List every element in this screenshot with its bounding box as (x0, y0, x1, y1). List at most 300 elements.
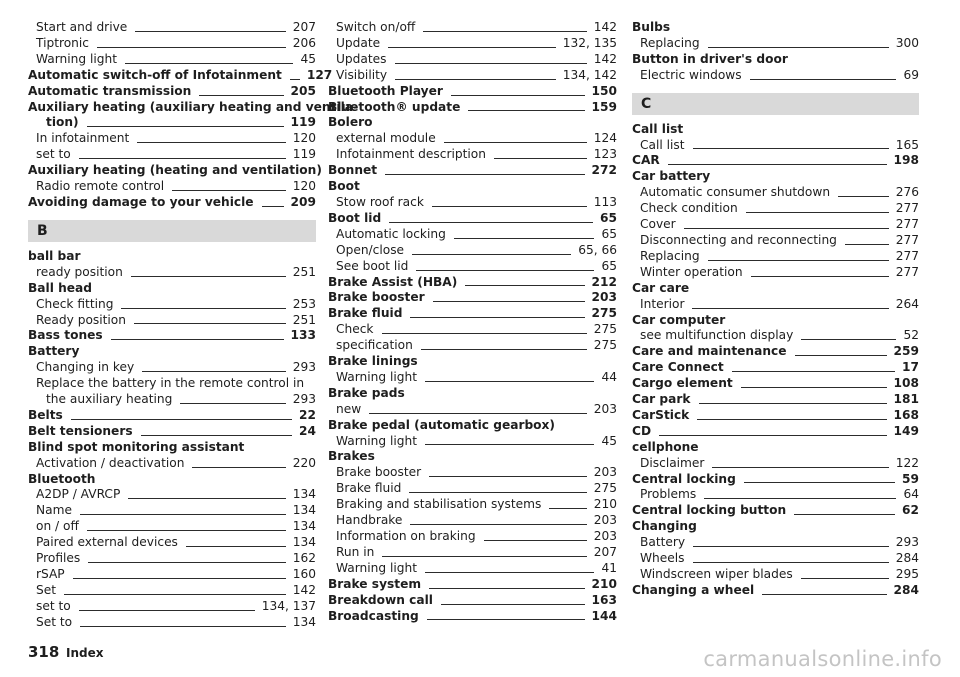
page-reference[interactable]: 203 (593, 513, 617, 528)
page-reference[interactable]: 122 (895, 455, 919, 470)
page-reference[interactable]: 220 (292, 455, 316, 470)
index-term: Winter operation (640, 264, 743, 279)
index-term: Bluetooth® update (328, 99, 461, 114)
index-entry[interactable] (328, 545, 617, 561)
page-reference[interactable]: 295 (895, 567, 919, 581)
index-heading: Bulbs (632, 20, 671, 34)
index-subheading: Replace the battery in the remote control in (36, 376, 305, 391)
index-entry[interactable] (328, 609, 617, 625)
index-term: Paired external devices (36, 535, 178, 550)
index-entry[interactable] (28, 131, 316, 147)
index-entry[interactable] (632, 583, 919, 599)
index-term: Changing in key (36, 360, 135, 375)
index-entry[interactable] (632, 36, 919, 52)
page-reference[interactable]: 210 (593, 497, 617, 512)
leader-line (454, 238, 595, 239)
page-reference[interactable]: 160 (292, 567, 316, 581)
index-entry[interactable] (28, 115, 316, 131)
index-entry[interactable] (28, 599, 316, 615)
leader-line (97, 47, 286, 48)
index-entry[interactable] (328, 275, 617, 291)
index-heading: Button in driver's door (632, 51, 788, 66)
index-entry[interactable] (632, 472, 919, 488)
leader-line (134, 323, 286, 324)
index-term: Interior (640, 296, 685, 311)
index-entry[interactable] (28, 503, 316, 519)
index-entry[interactable] (328, 131, 617, 147)
index-term: Cover (640, 217, 676, 232)
index-entry[interactable] (28, 328, 316, 344)
index-term: Information on braking (336, 529, 476, 543)
leader-line (732, 371, 895, 372)
index-term: ready position (36, 264, 123, 279)
index-entry[interactable] (632, 233, 919, 249)
leader-line (751, 276, 889, 277)
page-reference[interactable]: 134 (292, 487, 316, 502)
index-entry[interactable] (28, 265, 316, 281)
page-reference[interactable]: 181 (893, 392, 919, 407)
index-term: Electric windows (640, 67, 742, 82)
index-heading: Auxiliary heating (heating and ventilation) (28, 163, 322, 178)
page-reference[interactable]: 142 (593, 20, 617, 34)
index-entry[interactable] (328, 338, 617, 354)
index-entry[interactable] (328, 68, 617, 84)
index-heading: Blind spot monitoring assistant (28, 439, 245, 454)
index-entry[interactable] (28, 147, 316, 163)
index-heading: Bolero (328, 115, 373, 130)
index-entry[interactable] (28, 360, 316, 376)
leader-line (131, 276, 286, 277)
index-entry[interactable] (632, 360, 919, 376)
leader-line (421, 349, 587, 350)
page-reference[interactable]: 22 (299, 407, 316, 422)
page-reference[interactable]: 41 (601, 560, 617, 575)
page-reference[interactable]: 272 (591, 163, 617, 178)
index-term: Boot lid (328, 210, 382, 225)
page-reference[interactable]: 64 (903, 487, 919, 502)
leader-line (73, 578, 286, 579)
index-term: set to (36, 598, 71, 613)
page-reference[interactable]: 253 (292, 296, 316, 311)
index-term: Set (36, 582, 57, 597)
index-entry[interactable] (28, 36, 316, 52)
page-reference[interactable]: 142 (593, 51, 617, 66)
page-reference[interactable]: 17 (902, 360, 919, 375)
page-reference[interactable]: 207 (292, 20, 316, 34)
leader-line (549, 508, 586, 509)
index-heading: Brakes (328, 449, 375, 464)
leader-line (699, 403, 887, 404)
page-reference[interactable]: 203 (593, 529, 617, 543)
leader-line (425, 572, 594, 573)
page-reference[interactable]: 144 (591, 608, 617, 623)
index-entry[interactable] (632, 201, 919, 217)
page-reference[interactable]: 212 (591, 274, 617, 289)
index-term: tion) (46, 115, 79, 130)
leader-line (750, 79, 897, 80)
leader-line (180, 403, 285, 404)
leader-line (137, 142, 285, 143)
index-entry[interactable] (28, 519, 316, 535)
index-entry[interactable] (328, 259, 617, 275)
index-entry[interactable] (328, 370, 617, 386)
index-term: Brake fluid (328, 306, 403, 321)
leader-line (444, 142, 587, 143)
index-term: Breakdown call (328, 592, 433, 607)
leader-line (838, 196, 889, 197)
page-reference[interactable]: 45 (601, 433, 617, 448)
index-term: Check (336, 322, 374, 337)
leader-line (80, 514, 286, 515)
page-reference[interactable]: 163 (591, 592, 617, 607)
page-reference[interactable]: 120 (292, 179, 316, 194)
index-entry[interactable] (632, 153, 919, 169)
page-reference[interactable]: 251 (292, 312, 316, 327)
leader-line (468, 110, 584, 111)
page-reference[interactable]: 108 (893, 376, 919, 391)
page-reference[interactable]: 113 (593, 194, 617, 209)
page-reference[interactable]: 124 (593, 131, 617, 146)
page-reference[interactable]: 44 (601, 369, 617, 384)
page-reference[interactable]: 159 (591, 99, 617, 114)
index-entry[interactable] (328, 243, 617, 259)
page-reference[interactable]: 65 (601, 226, 617, 241)
leader-line (692, 308, 888, 309)
index-heading: ball bar (28, 248, 81, 263)
index-entry[interactable] (632, 249, 919, 265)
index-heading: Call list (632, 121, 684, 136)
leader-line (71, 419, 292, 420)
page-reference[interactable]: 134, 137 (261, 598, 316, 613)
index-entry[interactable] (632, 456, 919, 472)
page-reference[interactable]: 275 (593, 338, 617, 353)
index-entry[interactable] (328, 211, 617, 227)
page-reference[interactable]: 293 (292, 392, 316, 407)
page-reference[interactable]: 62 (902, 503, 919, 518)
index-entry[interactable] (28, 615, 316, 631)
index-heading: Battery (28, 344, 80, 359)
page-reference[interactable]: 149 (893, 423, 919, 438)
index-term: the auxiliary heating (46, 392, 173, 407)
page-reference[interactable]: 284 (895, 551, 919, 566)
leader-line (290, 79, 300, 80)
index-entry[interactable] (28, 487, 316, 503)
index-entry[interactable] (632, 424, 919, 440)
index-term: Belts (28, 407, 63, 422)
index-entry[interactable] (28, 408, 316, 424)
page-reference[interactable]: 293 (895, 535, 919, 550)
index-term: Bluetooth Player (328, 83, 443, 98)
page-reference[interactable]: 133 (290, 328, 316, 343)
page-reference[interactable]: 65 (601, 258, 617, 273)
index-entry[interactable] (328, 20, 617, 36)
index-entry[interactable] (632, 68, 919, 84)
page-reference[interactable]: 207 (593, 544, 617, 559)
page-reference[interactable]: 168 (893, 407, 919, 422)
index-column-2 (328, 20, 617, 624)
index-entry[interactable] (632, 138, 919, 154)
index-entry[interactable] (328, 497, 617, 513)
page-reference[interactable]: 165 (895, 137, 919, 152)
index-term: Start and drive (36, 20, 128, 34)
index-term: Brake system (328, 576, 422, 591)
index-entry[interactable] (28, 179, 316, 195)
leader-line (111, 339, 284, 340)
index-term: Warning light (36, 51, 117, 66)
leader-line (693, 148, 889, 149)
index-term: Automatic locking (336, 226, 446, 241)
index-term: Windscreen wiper blades (640, 567, 793, 581)
index-term: Problems (640, 487, 697, 502)
index-entry[interactable] (28, 456, 316, 472)
index-term: Brake booster (328, 290, 425, 305)
leader-line (121, 308, 285, 309)
page-reference[interactable]: 134, 142 (562, 67, 617, 82)
page-reference[interactable]: 150 (591, 83, 617, 98)
index-entry[interactable] (28, 551, 316, 567)
index-entry[interactable] (632, 487, 919, 503)
page-reference[interactable]: 284 (893, 582, 919, 597)
leader-line (693, 562, 889, 563)
page-reference[interactable]: 203 (593, 465, 617, 480)
index-term: Handbrake (336, 513, 403, 528)
index-heading: Car battery (632, 169, 711, 184)
index-entry[interactable] (28, 20, 316, 36)
index-entry[interactable] (632, 376, 919, 392)
index-entry[interactable] (328, 195, 617, 211)
page-reference[interactable]: 69 (903, 67, 919, 82)
index-entry[interactable] (28, 313, 316, 329)
page-reference[interactable]: 275 (593, 322, 617, 337)
index-term: Central locking button (632, 503, 787, 518)
index-entry[interactable] (328, 163, 617, 179)
index-term: Switch on/off (336, 20, 416, 34)
index-entry[interactable] (328, 290, 617, 306)
index-term: Belt tensioners (28, 423, 133, 438)
index-term: Battery (640, 535, 686, 550)
leader-line (135, 31, 285, 32)
leader-line (465, 285, 584, 286)
index-entry[interactable] (28, 52, 316, 68)
page-reference[interactable]: 205 (290, 83, 316, 98)
leader-line (80, 626, 286, 627)
index-entry[interactable] (328, 147, 617, 163)
leader-line (494, 158, 587, 159)
index-term: Radio remote control (36, 179, 165, 194)
page-reference[interactable]: 277 (895, 217, 919, 232)
page-reference[interactable]: 123 (593, 147, 617, 162)
index-entry[interactable] (632, 185, 919, 201)
index-term: Bonnet (328, 163, 378, 178)
leader-line (385, 174, 584, 175)
page-reference[interactable]: 134 (292, 519, 316, 534)
leader-line (142, 371, 286, 372)
page-reference[interactable]: 277 (895, 232, 919, 247)
page-reference[interactable]: 203 (591, 290, 617, 305)
index-entry[interactable] (632, 297, 919, 313)
index-entry[interactable] (328, 52, 617, 68)
leader-line (388, 47, 556, 48)
index-term: A2DP / AVRCP (36, 487, 121, 502)
index-term: Disclaimer (640, 455, 705, 470)
leader-line (708, 260, 889, 261)
index-term: Avoiding damage to your vehicle (28, 194, 254, 209)
index-entry[interactable] (328, 227, 617, 243)
index-entry[interactable] (328, 322, 617, 338)
index-entry[interactable] (328, 561, 617, 577)
index-term: Call list (640, 137, 685, 152)
index-entry[interactable] (328, 402, 617, 418)
leader-line (87, 126, 284, 127)
index-entry[interactable] (632, 535, 919, 551)
page-reference[interactable]: 65, 66 (578, 242, 617, 257)
index-entry[interactable] (632, 551, 919, 567)
page-reference[interactable]: 119 (292, 147, 316, 162)
index-entry[interactable] (632, 408, 919, 424)
page-reference[interactable]: 264 (895, 296, 919, 311)
index-term: specification (336, 338, 413, 353)
page-reference[interactable]: 293 (292, 360, 316, 375)
leader-line (262, 206, 284, 207)
index-term: Care and maintenance (632, 344, 787, 359)
page-reference[interactable]: 134 (292, 503, 316, 518)
index-term: Profiles (36, 551, 81, 566)
index-term: Check fitting (36, 296, 114, 311)
page-reference[interactable]: 162 (292, 551, 316, 566)
index-entry[interactable] (28, 535, 316, 551)
page-reference[interactable]: 209 (290, 194, 316, 209)
index-heading: Ball head (28, 280, 93, 295)
index-term: Replacing (640, 35, 700, 50)
index-entry[interactable] (328, 465, 617, 481)
leader-line (409, 492, 586, 493)
index-entry[interactable] (328, 84, 617, 100)
index-entry[interactable] (328, 481, 617, 497)
index-entry[interactable] (632, 567, 919, 583)
index-heading: Brake pads (328, 385, 405, 400)
page-reference[interactable]: 275 (593, 481, 617, 496)
index-entry[interactable] (632, 265, 919, 281)
page-reference[interactable]: 142 (292, 582, 316, 597)
index-term: Warning light (336, 433, 417, 448)
leader-line (704, 498, 896, 499)
index-term: Brake Assist (HBA) (328, 274, 458, 289)
index-term: Infotainment description (336, 147, 486, 162)
index-entry[interactable] (328, 306, 617, 322)
index-entry[interactable] (328, 593, 617, 609)
index-entry[interactable] (328, 434, 617, 450)
page-reference[interactable]: 134 (292, 535, 316, 550)
index-term: Bass tones (28, 328, 103, 343)
leader-line (429, 588, 584, 589)
index-heading: Car care (632, 280, 690, 295)
page-reference[interactable]: 276 (895, 185, 919, 200)
index-entry[interactable] (28, 195, 316, 211)
index-entry[interactable] (632, 344, 919, 360)
index-term: Brake fluid (336, 481, 402, 496)
index-entry[interactable] (328, 529, 617, 545)
page-reference[interactable]: 59 (902, 471, 919, 486)
page-reference[interactable]: 251 (292, 264, 316, 279)
index-term: Disconnecting and reconnecting (640, 232, 837, 247)
index-entry[interactable] (632, 217, 919, 233)
index-entry[interactable] (632, 392, 919, 408)
leader-line (423, 31, 586, 32)
index-term: Name (36, 503, 72, 518)
page-reference[interactable]: 65 (600, 210, 617, 225)
page-reference[interactable]: 132, 135 (562, 35, 617, 50)
index-term: Cargo element (632, 376, 733, 391)
index-term: Stow roof rack (336, 194, 424, 209)
page-reference[interactable]: 134 (292, 614, 316, 629)
leader-line (395, 79, 556, 80)
index-entry[interactable] (328, 100, 617, 116)
leader-line (79, 610, 255, 611)
index-entry[interactable] (28, 583, 316, 599)
page-reference[interactable]: 45 (300, 51, 316, 66)
index-entry[interactable] (28, 84, 316, 100)
page-number: 318 (28, 643, 60, 661)
page-reference[interactable]: 120 (292, 131, 316, 146)
index-term: CarStick (632, 407, 690, 422)
index-entry[interactable] (28, 424, 316, 440)
index-entry[interactable] (632, 503, 919, 519)
leader-line (451, 95, 585, 96)
page-reference[interactable]: 300 (895, 35, 919, 50)
index-term: Changing a wheel (632, 582, 755, 597)
page-reference[interactable]: 277 (895, 248, 919, 263)
page-reference[interactable]: 24 (299, 423, 316, 438)
section-label: Index (66, 646, 104, 660)
page-reference[interactable]: 198 (893, 153, 919, 168)
leader-line (382, 556, 586, 557)
page-reference[interactable]: 277 (895, 201, 919, 216)
leader-line (64, 594, 286, 595)
leader-line (199, 95, 283, 96)
page-reference[interactable]: 275 (591, 306, 617, 321)
page-reference[interactable]: 127 (306, 67, 333, 82)
section-letter-b: B (28, 220, 316, 242)
index-term: Replacing (640, 248, 700, 263)
leader-line (369, 413, 587, 414)
page-reference[interactable]: 203 (593, 401, 617, 416)
index-entry[interactable] (328, 36, 617, 52)
index-term: Open/close (336, 242, 405, 257)
index-entry[interactable] (28, 67, 333, 84)
index-entry[interactable] (28, 567, 316, 583)
page-reference[interactable]: 206 (292, 35, 316, 50)
page-reference[interactable]: 210 (591, 576, 617, 591)
index-entry[interactable] (28, 392, 316, 408)
index-term: Activation / deactivation (36, 455, 185, 470)
leader-line (128, 498, 285, 499)
leader-line (432, 206, 587, 207)
index-entry[interactable] (328, 577, 617, 593)
leader-line (412, 254, 571, 255)
page-reference[interactable]: 52 (903, 328, 919, 343)
index-entry[interactable] (28, 297, 316, 313)
page-reference[interactable]: 119 (290, 115, 316, 130)
index-entry[interactable] (632, 328, 919, 344)
leader-line (684, 228, 889, 229)
index-heading: Brake linings (328, 354, 418, 369)
leader-line (697, 419, 886, 420)
leader-line (88, 562, 285, 563)
page-reference[interactable]: 277 (895, 264, 919, 279)
page-reference[interactable]: 259 (893, 344, 919, 359)
leader-line (741, 387, 887, 388)
index-entry[interactable] (328, 513, 617, 529)
